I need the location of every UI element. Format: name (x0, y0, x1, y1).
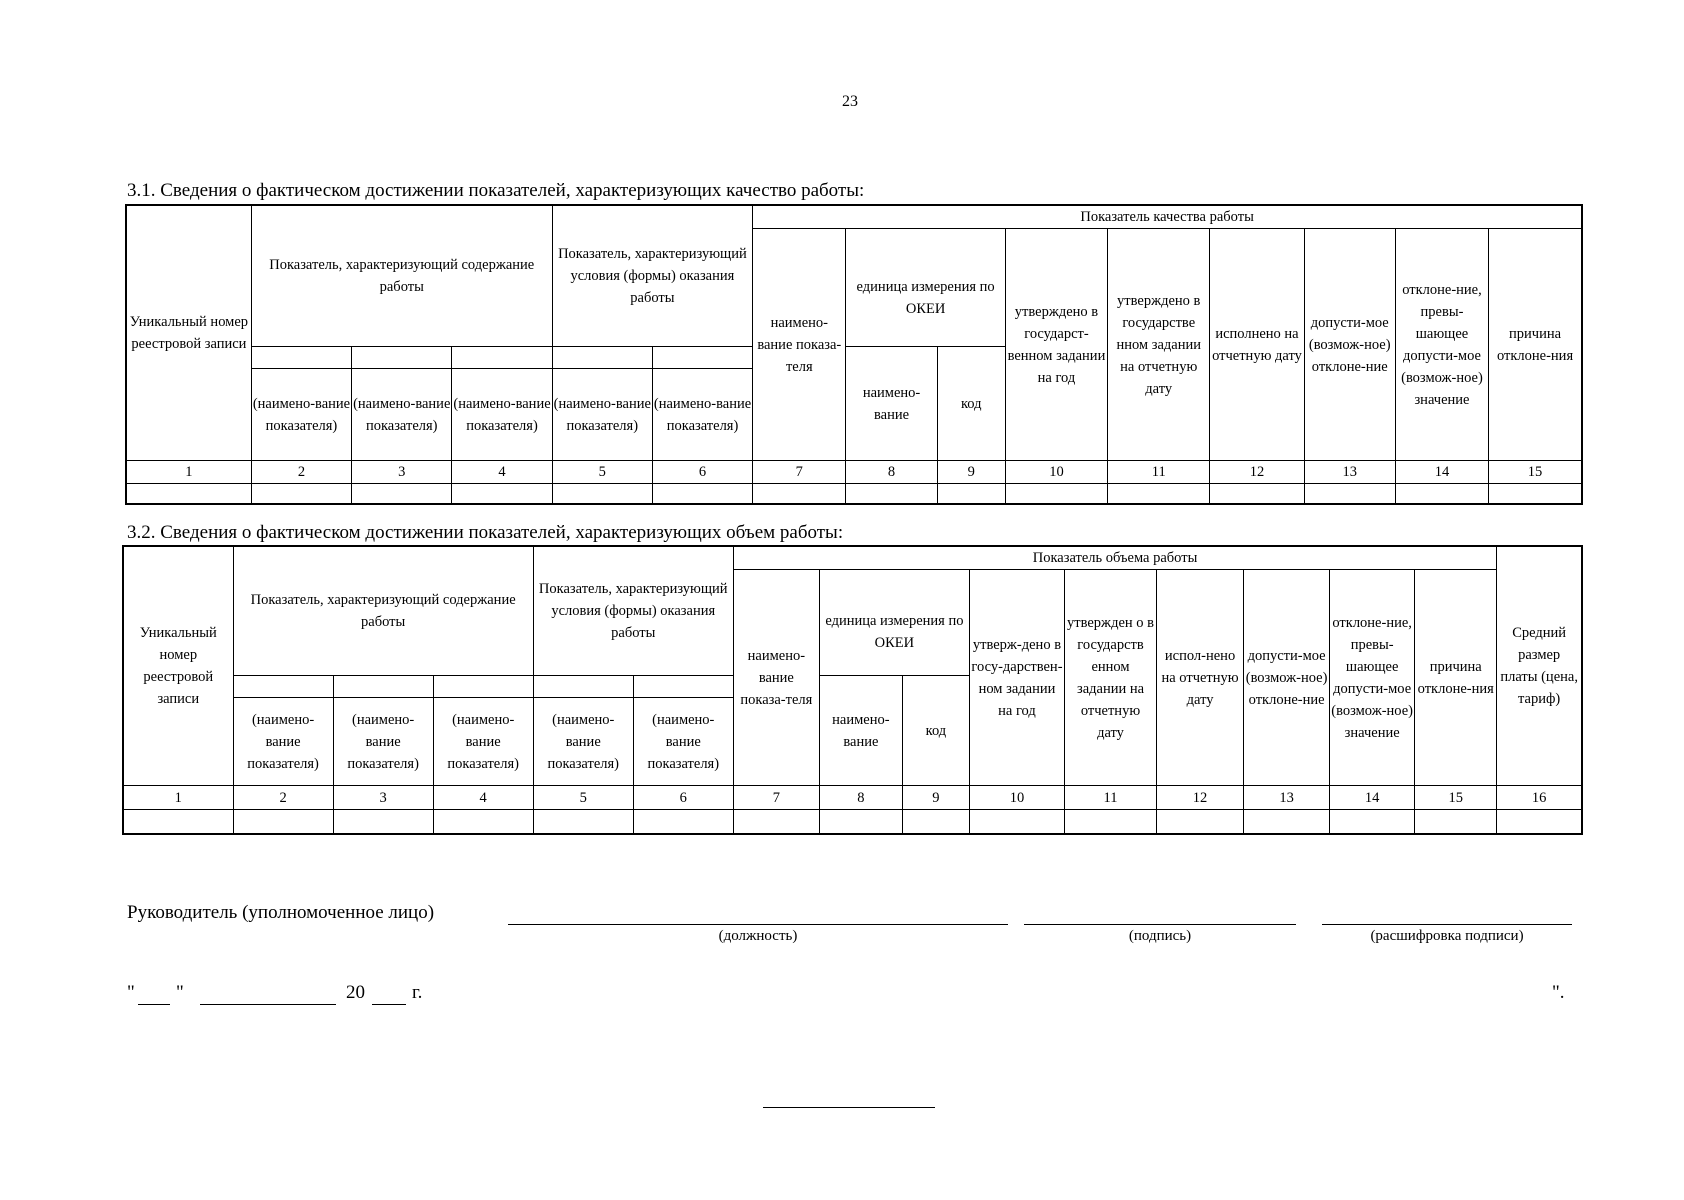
done-header: исполнено на отчетную дату (1210, 229, 1304, 461)
approved-year-header: утверж-дено в госу-дарствен-ном задании на год (969, 570, 1064, 786)
year-line[interactable] (372, 1004, 406, 1005)
data-cell[interactable] (1064, 810, 1156, 834)
quality-indicators-table (125, 204, 1583, 505)
blank-cell (233, 676, 333, 698)
data-cell[interactable] (902, 810, 969, 834)
column-number: 9 (937, 461, 1005, 484)
data-cell[interactable] (333, 810, 433, 834)
page-number: 23 (842, 93, 858, 110)
data-cell[interactable] (126, 484, 251, 504)
blank-cell (352, 347, 452, 369)
column-number: 15 (1489, 461, 1582, 484)
volume-group-header: Показатель объема работы (733, 546, 1496, 570)
column-number: 4 (452, 461, 552, 484)
data-cell[interactable] (1395, 484, 1488, 504)
reason-header: причина отклоне-ния (1415, 570, 1497, 786)
unit-code-header: код (937, 347, 1005, 461)
blank-cell (533, 676, 633, 698)
sub-indicator-name: (наимено-вание показателя) (433, 698, 533, 786)
column-number: 5 (533, 786, 633, 810)
decode-line[interactable] (1322, 924, 1572, 925)
volume-indicators-table (122, 545, 1583, 835)
column-number: 7 (753, 461, 846, 484)
column-number: 10 (1005, 461, 1107, 484)
sub-indicator-name: (наимено-вание показателя) (452, 369, 552, 461)
blank-cell (433, 676, 533, 698)
column-number: 7 (733, 786, 819, 810)
sub-indicator-name: (наимено-вание показателя) (652, 369, 752, 461)
column-number: 4 (433, 786, 533, 810)
conditions-indicator-header: Показатель, характеризующий условия (формы) оказания работы (552, 205, 753, 347)
column-number: 9 (902, 786, 969, 810)
data-cell[interactable] (652, 484, 752, 504)
sub-indicator-name: (наимено-вание показателя) (251, 369, 351, 461)
approved-date-header: утверждено в государстве нном задании на отчетную дату (1108, 229, 1210, 461)
unit-name-header: наимено-вание (846, 347, 937, 461)
section-2-heading: 3.2. Сведения о фактическом достижении показателей, характеризующих объем работы: (127, 522, 844, 543)
sub-indicator-name: (наимено-вание показателя) (352, 369, 452, 461)
section-1-heading: 3.1. Сведения о фактическом достижении показателей, характеризующих качество работы: (127, 180, 865, 201)
blank-cell (552, 347, 652, 369)
column-number: 6 (633, 786, 733, 810)
column-number: 1 (126, 461, 251, 484)
column-number: 5 (552, 461, 652, 484)
data-cell[interactable] (753, 484, 846, 504)
data-cell[interactable] (1210, 484, 1304, 504)
blank-cell (452, 347, 552, 369)
exceed-deviation-header: отклоне-ние, превы-шающее допусти-мое (возмож-ное) значение (1330, 570, 1415, 786)
sub-indicator-name: (наимено-вание показателя) (633, 698, 733, 786)
column-number: 14 (1330, 786, 1415, 810)
data-cell[interactable] (552, 484, 652, 504)
data-cell[interactable] (352, 484, 452, 504)
allowed-deviation-header: допусти-мое (возмож-ное) отклоне-ние (1304, 229, 1395, 461)
sub-indicator-name: (наимено-вание показателя) (233, 698, 333, 786)
column-number: 12 (1210, 461, 1304, 484)
unit-name-header: наимено-вание (819, 676, 902, 786)
sub-indicator-name: (наимено-вание показателя) (552, 369, 652, 461)
day-quote-close: " (176, 982, 184, 1003)
column-number: 3 (333, 786, 433, 810)
column-number: 11 (1064, 786, 1156, 810)
column-number: 13 (1244, 786, 1330, 810)
done-header: испол-нено на отчетную дату (1157, 570, 1244, 786)
data-cell[interactable] (452, 484, 552, 504)
head-signature-label: Руководитель (уполномоченное лицо) (127, 902, 435, 923)
allowed-deviation-header: допусти-мое (возмож-ное) отклоне-ние (1244, 570, 1330, 786)
content-indicator-header: Показатель, характеризующий содержание работы (251, 205, 552, 347)
signature-line[interactable] (1024, 924, 1296, 925)
column-number: 8 (846, 461, 937, 484)
column-number: 3 (352, 461, 452, 484)
data-cell[interactable] (1497, 810, 1582, 834)
unique-number-header: Уникальный номер реестровой записи (126, 205, 251, 461)
column-number: 11 (1108, 461, 1210, 484)
exceed-deviation-header: отклоне-ние, превы-шающее допусти-мое (возмож-ное) значение (1395, 229, 1488, 461)
day-quote-open: " (127, 982, 135, 1003)
content-indicator-header: Показатель, характеризующий содержание работы (233, 546, 533, 676)
data-cell[interactable] (1304, 484, 1395, 504)
data-cell[interactable] (633, 810, 733, 834)
signature-caption: (подпись) (1128, 928, 1192, 944)
data-cell[interactable] (1005, 484, 1107, 504)
unique-number-header: Уникальный номер реестровой записи (123, 546, 233, 786)
year-prefix: 20 (346, 982, 365, 1003)
column-number: 16 (1497, 786, 1582, 810)
data-cell[interactable] (1489, 484, 1582, 504)
data-cell[interactable] (233, 810, 333, 834)
sub-indicator-name: (наимено-вание показателя) (333, 698, 433, 786)
data-cell[interactable] (969, 810, 1064, 834)
data-cell[interactable] (533, 810, 633, 834)
column-number: 12 (1157, 786, 1244, 810)
data-cell[interactable] (1415, 810, 1497, 834)
data-cell[interactable] (1157, 810, 1244, 834)
data-cell[interactable] (1330, 810, 1415, 834)
reason-header: причина отклоне-ния (1489, 229, 1582, 461)
indicator-name-header: наимено-вание показа-теля (753, 229, 846, 461)
column-number: 13 (1304, 461, 1395, 484)
approved-year-header: утверждено в государст-венном задании на год (1005, 229, 1107, 461)
sub-indicator-name: (наимено-вание показателя) (533, 698, 633, 786)
column-number: 8 (819, 786, 902, 810)
data-cell[interactable] (1244, 810, 1330, 834)
column-number: 2 (233, 786, 333, 810)
footer-divider (763, 1107, 935, 1108)
blank-cell (251, 347, 351, 369)
column-number: 14 (1395, 461, 1488, 484)
blank-cell (652, 347, 752, 369)
column-number: 10 (969, 786, 1064, 810)
month-line[interactable] (200, 1004, 336, 1005)
data-cell[interactable] (1108, 484, 1210, 504)
decode-caption: (расшифровка подписи) (1370, 928, 1524, 944)
data-cell[interactable] (819, 810, 902, 834)
position-caption: (должность) (718, 928, 798, 944)
quality-group-header: Показатель качества работы (753, 205, 1582, 229)
column-number: 6 (652, 461, 752, 484)
unit-okei-header: единица измерения по ОКЕИ (819, 570, 969, 676)
year-suffix: г. (412, 982, 423, 1003)
approved-date-header: утвержден о в государств енном задании на отчетную дату (1064, 570, 1156, 786)
data-cell[interactable] (937, 484, 1005, 504)
blank-cell (333, 676, 433, 698)
day-line[interactable] (138, 1004, 170, 1005)
data-cell[interactable] (433, 810, 533, 834)
data-cell[interactable] (123, 810, 233, 834)
column-number: 2 (251, 461, 351, 484)
position-line[interactable] (508, 924, 1008, 925)
closing-quote: ". (1552, 982, 1565, 1003)
blank-cell (633, 676, 733, 698)
data-cell[interactable] (251, 484, 351, 504)
data-cell[interactable] (846, 484, 937, 504)
column-number: 15 (1415, 786, 1497, 810)
data-cell[interactable] (733, 810, 819, 834)
indicator-name-header: наимено-вание показа-теля (733, 570, 819, 786)
unit-okei-header: единица измерения по ОКЕИ (846, 229, 1005, 347)
conditions-indicator-header: Показатель, характеризующий условия (формы) оказания работы (533, 546, 733, 676)
column-number: 1 (123, 786, 233, 810)
unit-code-header: код (902, 676, 969, 786)
average-price-header: Средний размер платы (цена, тариф) (1497, 546, 1582, 786)
